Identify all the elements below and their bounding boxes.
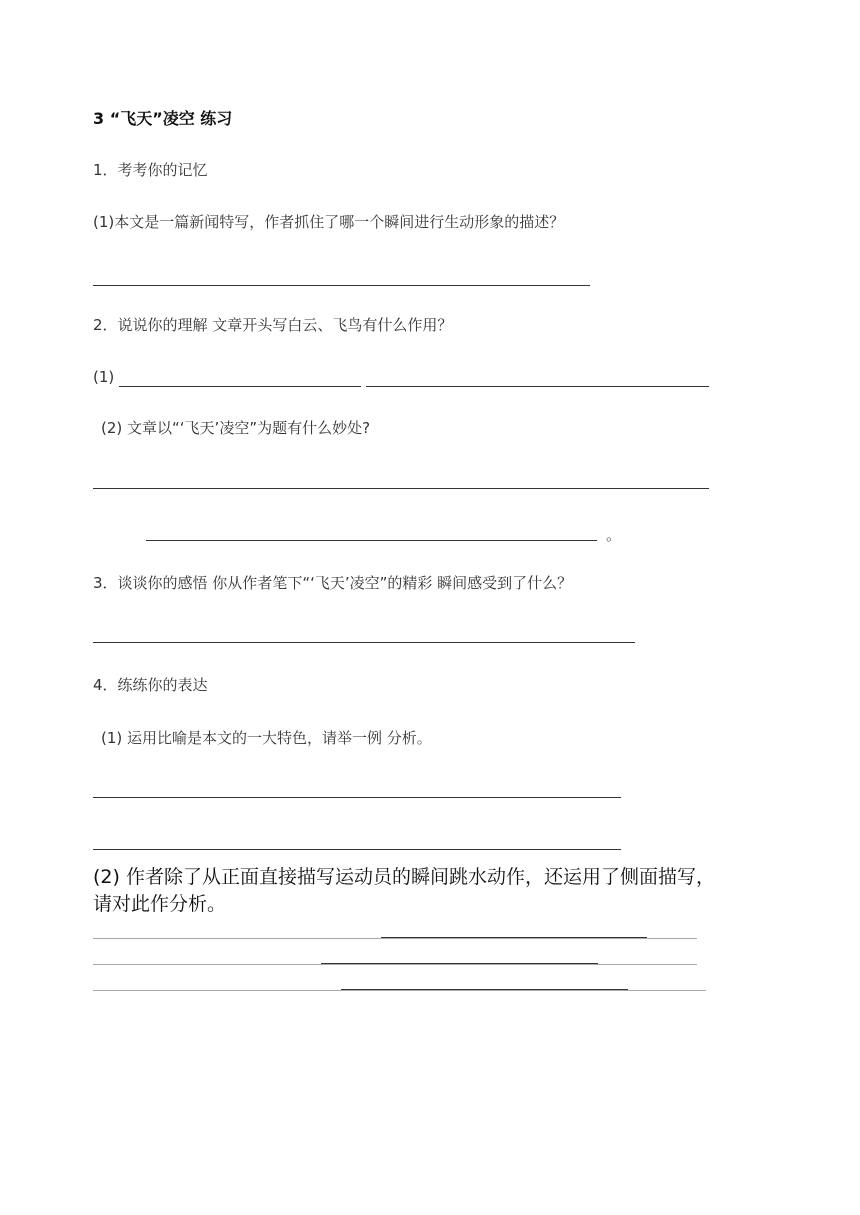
answer-line-2-2a[interactable]	[93, 488, 709, 489]
question-1-1: (1)本文是一篇新闻特写，作者抓住了哪一个瞬间进行生动形象的描述？	[93, 213, 565, 231]
section-1-heading: 1．考考你的记忆	[93, 161, 208, 179]
section-2-heading: 2．说说你的理解 文章开头写白云、飞鸟有什么作用？	[93, 316, 453, 334]
question-4-2-line2: 请对此作分析。	[93, 893, 227, 915]
question-2-1-label: (1)	[93, 368, 115, 386]
page-title: 3 “飞天”凌空 练习	[93, 109, 233, 128]
answer-line-4-2c-faint[interactable]	[93, 990, 706, 991]
answer-line-3[interactable]	[93, 642, 635, 643]
answer-line-4-2a-dark	[381, 937, 647, 938]
answer-line-4-2c-dark	[341, 989, 628, 990]
answer-line-4-2a-faint[interactable]	[93, 938, 697, 939]
answer-line-1-1[interactable]	[93, 285, 590, 286]
answer-line-4-2b-dark	[321, 963, 598, 964]
answer-line-2-1a[interactable]	[119, 386, 361, 387]
answer-line-4-1a[interactable]	[93, 797, 621, 798]
answer-line-2-2b[interactable]	[146, 540, 597, 541]
answer-line-4-2b-faint[interactable]	[93, 964, 697, 965]
answer-period: 。	[606, 526, 622, 544]
answer-line-2-1b[interactable]	[366, 386, 709, 387]
answer-line-4-1b[interactable]	[93, 849, 621, 850]
question-4-1: (1) 运用比喻是本文的一大特色，请举一例 分析。	[101, 729, 432, 747]
section-3-heading: 3．谈谈你的感悟 你从作者笔下“‘飞天’凌空”的精彩 瞬间感受到了什么？	[93, 574, 573, 592]
question-4-2-line1: (2) 作者除了从正面直接描写运动员的瞬间跳水动作，还运用了侧面描写，	[93, 866, 715, 888]
section-4-heading: 4．练练你的表达	[93, 676, 208, 694]
question-2-2: (2) 文章以“‘飞天’凌空”为题有什么妙处?	[101, 419, 371, 437]
